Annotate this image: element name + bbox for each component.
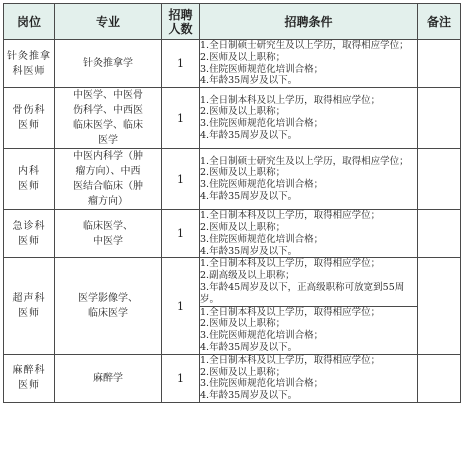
- notes-cell: [418, 354, 461, 402]
- condition-line: 2.副高级及以上职称；: [200, 270, 295, 282]
- major-text: 麻醉学: [93, 372, 123, 384]
- condition-line: 1.全日制本科及以上学历，取得相应学位；: [200, 94, 381, 106]
- conditions-cell: [200, 306, 418, 354]
- condition-line: 3.住院医师规范化培训合格；: [200, 378, 324, 390]
- major-cell: [55, 40, 162, 88]
- recruitment-table-container: [3, 3, 461, 403]
- header-conditions: 招聘条件: [200, 4, 418, 40]
- condition-line: 1.全日制本科及以上学历，取得相应学位；: [200, 354, 381, 366]
- condition-line: 4.年龄35周岁及以下。: [200, 390, 298, 402]
- condition-line: 3.住院医师规范化培训合格；: [200, 179, 324, 191]
- condition-line: 2.医师及以上职称；: [200, 318, 286, 330]
- header-row: [4, 4, 461, 40]
- major-text: 瘤方向）: [88, 196, 128, 208]
- condition-line: 1.全日制本科及以上学历，取得相应学位；: [200, 258, 381, 270]
- table-row: [4, 354, 461, 402]
- table-body: [4, 40, 461, 403]
- major-text: 伤科学、中西医: [73, 105, 143, 117]
- position-text: 骨伤科: [12, 105, 46, 117]
- condition-line: 3.住院医师规范化培训合格；: [200, 233, 324, 245]
- count-cell: 1: [162, 258, 200, 354]
- condition-line: 2.医师及以上职称；: [200, 106, 286, 118]
- condition-line: 1.全日制硕士研究生及以上学历，取得相应学位；: [200, 40, 409, 51]
- position-text: 医师: [18, 380, 40, 392]
- condition-line: 2.医师及以上职称；: [200, 366, 286, 378]
- condition-line: 2.医师及以上职称；: [200, 167, 286, 179]
- count-cell: 1: [162, 354, 200, 402]
- position-text: 急诊科: [12, 220, 46, 232]
- position-cell: [4, 354, 55, 402]
- header-major: 专业: [55, 4, 162, 40]
- position-text: 内科: [18, 166, 40, 178]
- position-cell: [4, 40, 55, 88]
- notes-cell: [418, 258, 461, 354]
- major-cell: [55, 354, 162, 402]
- notes-cell: [418, 40, 461, 88]
- condition-line: 2.医师及以上职称；: [200, 221, 286, 233]
- header-count-line2: 人数: [168, 21, 193, 36]
- major-text: 临床医学、临床: [73, 120, 143, 132]
- header-position: 岗位: [4, 4, 55, 40]
- recruitment-table: [3, 3, 461, 403]
- major-text: 针灸推拿学: [83, 58, 133, 70]
- major-text: 医学影像学、: [78, 293, 138, 305]
- header-count: [162, 4, 200, 40]
- major-text: 医学: [98, 135, 118, 147]
- position-cell: [4, 210, 55, 258]
- count-cell: 1: [162, 149, 200, 210]
- count-cell: 1: [162, 40, 200, 88]
- major-cell: [55, 149, 162, 210]
- conditions-cell: [200, 40, 418, 88]
- condition-line: 4.年龄35周岁及以下。: [200, 190, 298, 202]
- position-text: 医师: [18, 120, 40, 132]
- condition-line: 4.年龄35周岁及以下。: [200, 245, 298, 257]
- condition-line: 3.住院医师规范化培训合格；: [200, 63, 324, 75]
- position-text: 医师: [18, 308, 40, 320]
- position-text: 超声科: [12, 293, 46, 305]
- position-cell: [4, 258, 55, 354]
- notes-cell: [418, 210, 461, 258]
- conditions-cell: [200, 258, 418, 306]
- condition-line: 3.住院医师规范化培训合格；: [200, 118, 324, 130]
- table-row: [4, 210, 461, 258]
- major-text: 瘤方向）、中西: [75, 166, 141, 178]
- major-cell: [55, 210, 162, 258]
- conditions-cell: [200, 88, 418, 149]
- major-text: 中医学: [93, 235, 123, 247]
- major-text: 中医学、中医骨: [73, 90, 143, 102]
- condition-line: 1.全日制本科及以上学历，取得相应学位；: [200, 306, 381, 318]
- position-text: 医师: [18, 235, 40, 247]
- position-text: 麻醉科: [12, 365, 46, 377]
- position-text: 科医师: [12, 65, 46, 77]
- condition-line: 1.全日制硕士研究生及以上学历，取得相应学位；: [200, 155, 409, 167]
- condition-line: 2.医师及以上职称；: [200, 51, 286, 63]
- table-row: [4, 149, 461, 210]
- condition-line: 4.年龄35周岁及以下。: [200, 75, 298, 87]
- major-cell: [55, 258, 162, 354]
- table-row: [4, 40, 461, 88]
- conditions-cell: [200, 210, 418, 258]
- condition-line: 3.住院医师规范化培训合格；: [200, 330, 324, 342]
- position-cell: [4, 88, 55, 149]
- conditions-cell: [200, 149, 418, 210]
- major-text: 临床医学、: [83, 220, 133, 232]
- conditions-cell: [200, 354, 418, 402]
- count-cell: 1: [162, 88, 200, 149]
- major-text: 临床医学: [88, 308, 128, 320]
- notes-cell: [418, 149, 461, 210]
- notes-cell: [418, 88, 461, 149]
- header-count-line1: 招聘: [168, 7, 193, 22]
- condition-line: 1.全日制本科及以上学历，取得相应学位；: [200, 210, 381, 222]
- header-notes: 备注: [418, 4, 461, 40]
- table-row: [4, 258, 461, 306]
- position-text: 医师: [18, 181, 40, 193]
- condition-line: 3.年龄45周岁及以下，正高级职称可放宽到55周岁。: [200, 281, 405, 305]
- major-cell: [55, 88, 162, 149]
- position-cell: [4, 149, 55, 210]
- condition-line: 4.年龄35周岁及以下。: [200, 341, 298, 353]
- major-text: 医结合临床（肿: [73, 181, 143, 193]
- condition-line: 4.年龄35周岁及以下。: [200, 129, 298, 141]
- table-row: [4, 88, 461, 149]
- count-cell: 1: [162, 210, 200, 258]
- position-text: 针灸推拿: [7, 50, 51, 62]
- major-text: 中医内科学（肿: [73, 151, 143, 163]
